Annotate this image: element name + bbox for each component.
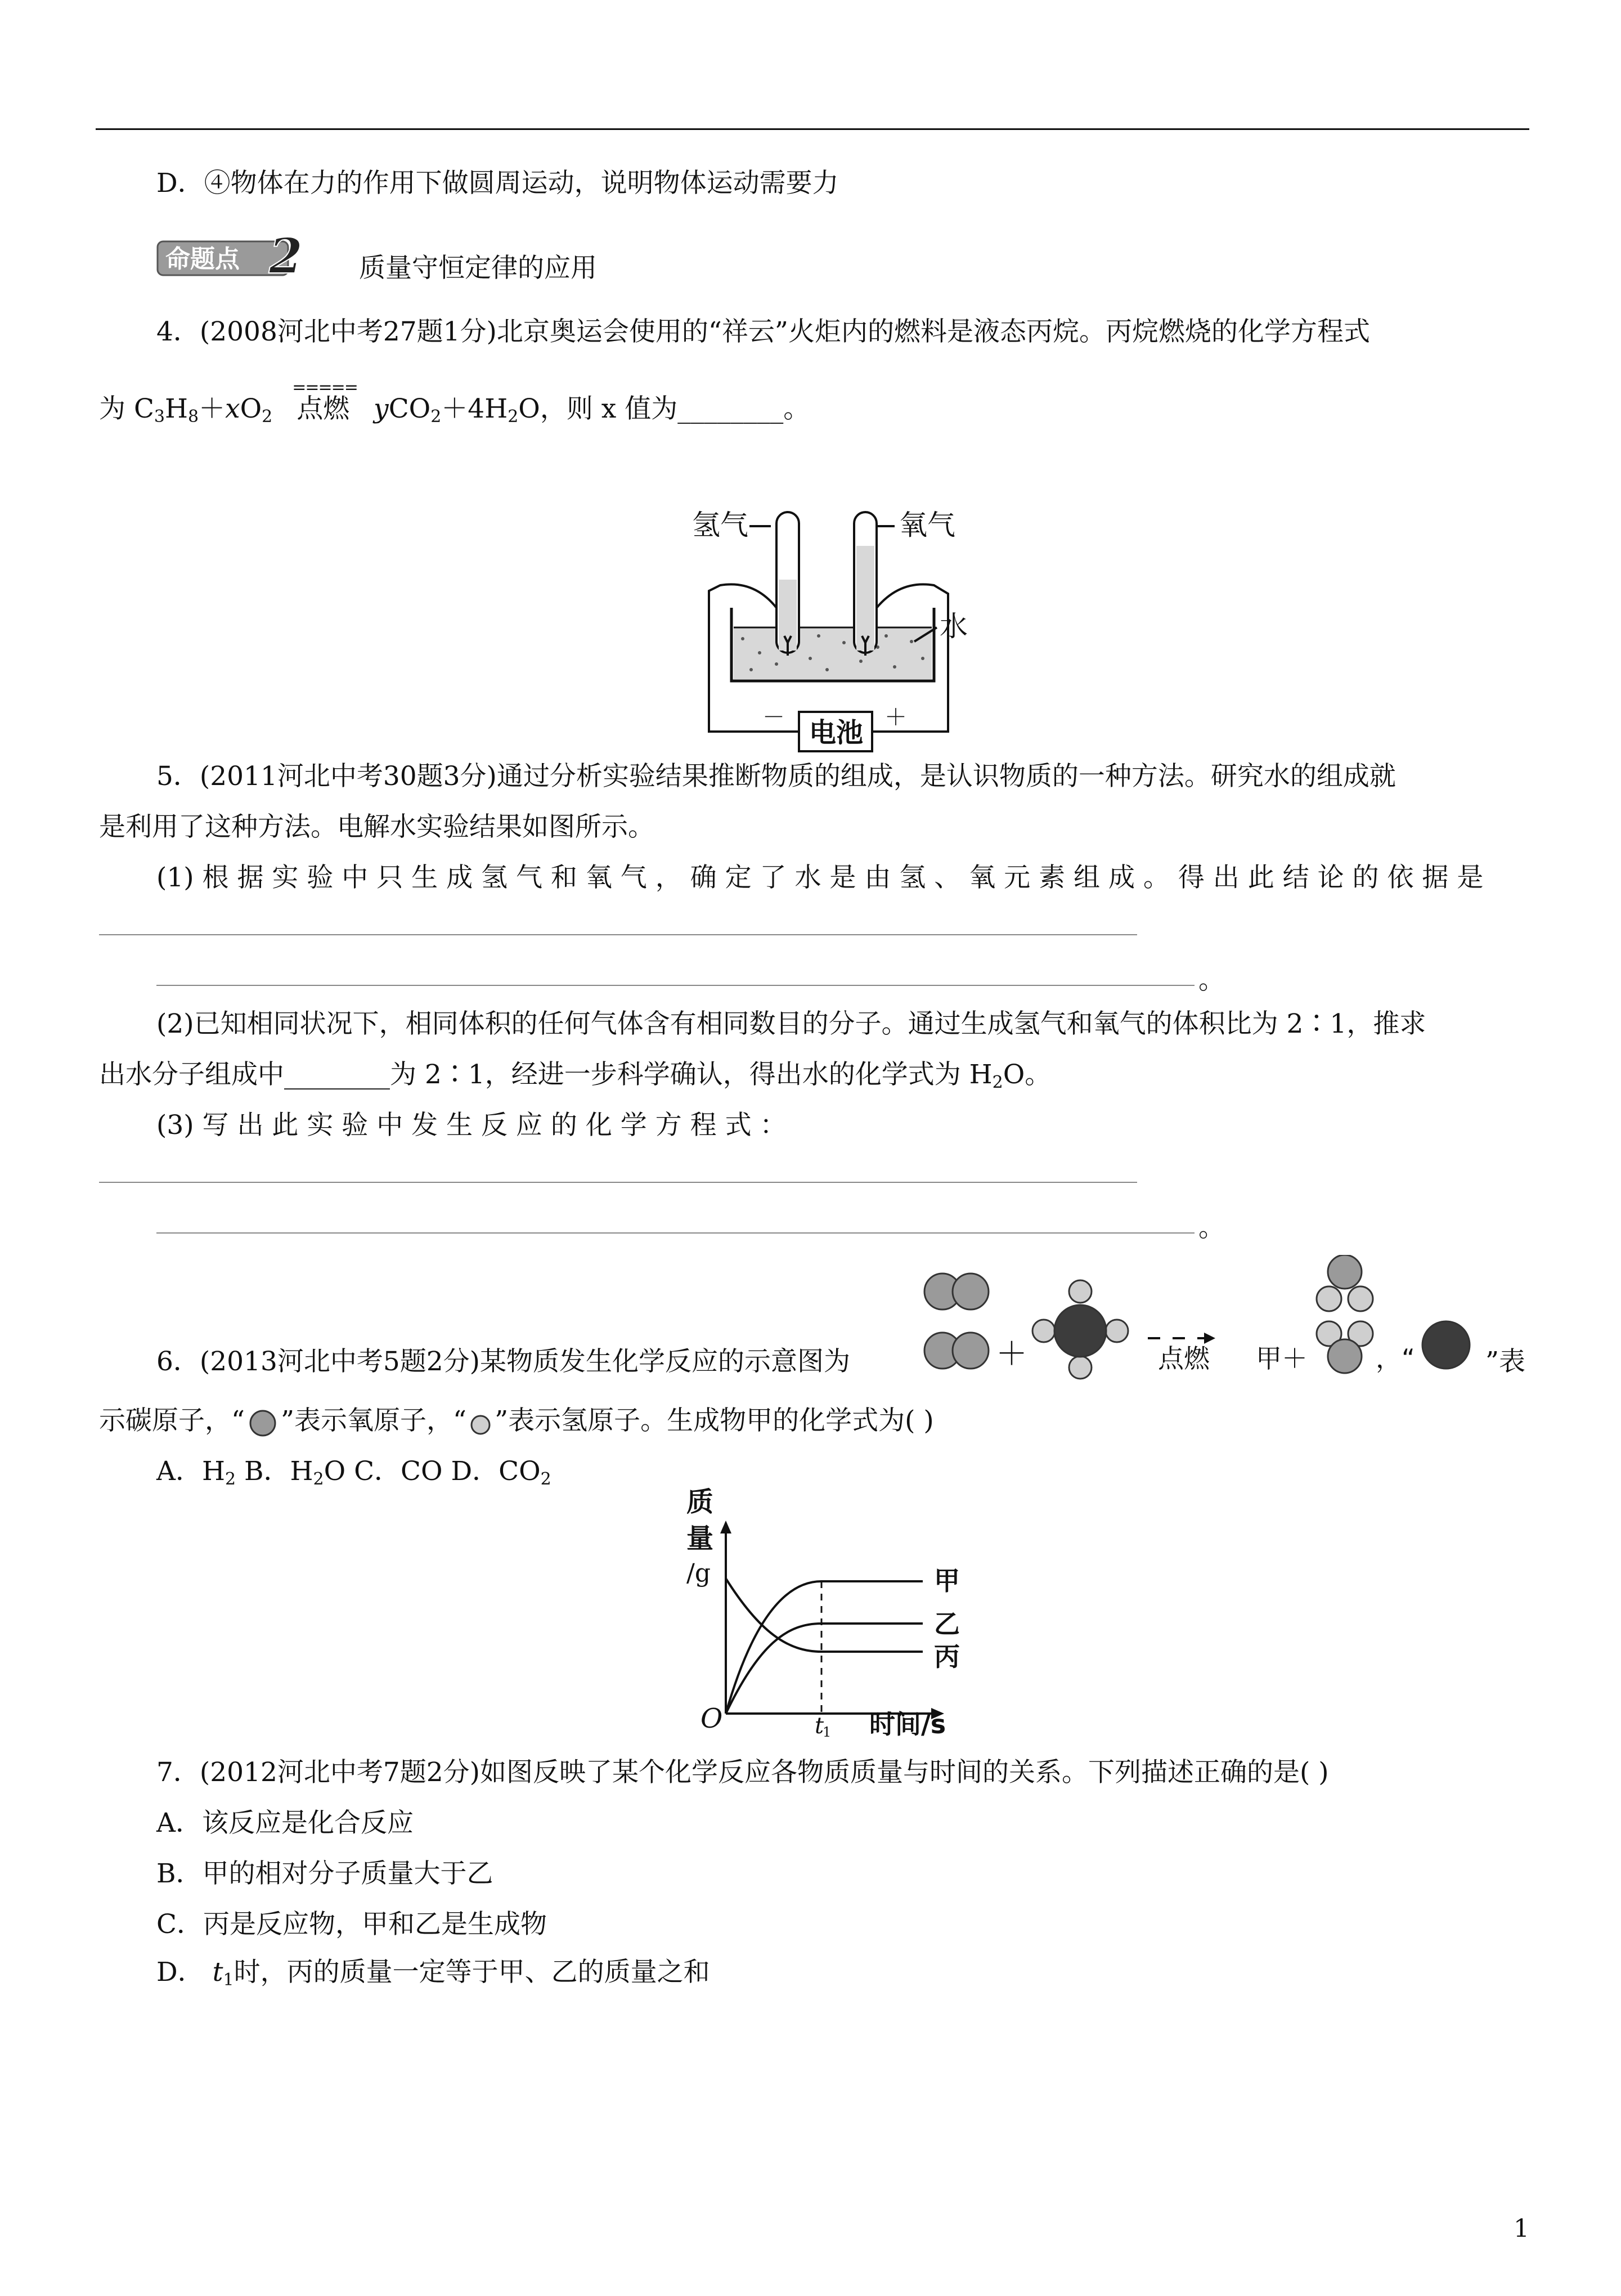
plus-sign: ＋ (996, 1336, 1027, 1373)
y-label-1: 质 (686, 1486, 714, 1518)
q3-option-d: D．④物体在力的作用下做圆周运动，说明物体运动需要力 (156, 168, 839, 199)
label-hydrogen: 氢气 (692, 509, 748, 541)
series-label-bing: 丙 (934, 1642, 960, 1672)
q7-option-c: C．丙是反应物，甲和乙是生成物 (156, 1909, 547, 1940)
oxygen-molecule-icon (924, 1273, 989, 1369)
y-label-2: 量 (686, 1523, 714, 1554)
answer-line (99, 1182, 1137, 1183)
q5-part2-line1: (2)已知相同状况下，相同体积的任何气体含有相同数目的分子。通过生成氢气和氧气的体积比为 2∶1，推求 (156, 1008, 1426, 1039)
q4-line1: 4．(2008河北中考27题1分)北京奥运会使用的“祥云”火炬内的燃料是液态丙烷。丙烷燃烧的化学方程式 (156, 316, 1370, 347)
q5-part2-line2: 出水分子组成中________为 2∶1，经进一步科学确认，得出水的化学式为 $H_2O$。 (99, 1059, 1052, 1092)
curve-bing (726, 1578, 923, 1652)
label-battery: 电池 (809, 717, 864, 748)
q5-part1: (1) 根 据 实 验 中 只 生 成 氢 气 和 氧 气 ， 确 定 了 水 是 由 氢 、 氧 元 素 组 成 。 得 出 此 结 论 的 依 据 是 (156, 862, 1484, 893)
q6-line1-tail: ”表 (1485, 1346, 1526, 1377)
section-badge (156, 234, 325, 280)
answer-line (99, 934, 1137, 935)
water-molecule-icon (1317, 1255, 1373, 1373)
series-label-yi: 乙 (934, 1609, 960, 1639)
page-number: 1 (1514, 2214, 1529, 2243)
electrolysis-apparatus-figure (686, 495, 1002, 754)
y-unit: /g (686, 1559, 711, 1588)
curve-jia (726, 1581, 923, 1714)
q5-line2: 是利用了这种方法。电解水实验结果如图所示。 (99, 811, 654, 842)
product-jia: 甲＋ (1256, 1343, 1308, 1374)
quote-open: ，“ (1376, 1343, 1415, 1374)
label-water: 水 (940, 610, 968, 643)
section-title: 质量守恒定律的应用 (359, 253, 597, 284)
q7-stem: 7．(2012河北中考7题2分)如图反映了某个化学反应各物质质量与时间的关系。下列描述正确的是( ) (156, 1757, 1329, 1788)
hydrogen-atom-icon (466, 1412, 495, 1441)
svg-text:命题点: 命题点 (165, 245, 240, 273)
label-oxygen: 氧气 (899, 509, 955, 541)
q7-option-a: A．该反应是化合反应 (156, 1808, 414, 1838)
q6-line1: 6．(2013河北中考5题2分)某物质发生化学反应的示意图为 (156, 1346, 850, 1377)
q5-line1: 5．(2011河北中考30题3分)通过分析实验结果推断物质的组成，是认识物质的一种方法。研究水的组成就 (156, 761, 1396, 792)
mass-time-graph (675, 1486, 1024, 1739)
series-label-jia: 甲 (934, 1566, 960, 1596)
reaction-diagram (923, 1255, 1485, 1401)
answer-line (156, 1232, 1195, 1234)
answer-line (156, 985, 1195, 986)
q6-line2: 示碳原子，“ ”表示氧原子，“ ”表示氢原子。生成物甲的化学式为( ) (99, 1404, 934, 1438)
reaction-condition: ===== 点燃 (292, 378, 357, 424)
q5-part1-end: 。 (1198, 965, 1225, 995)
origin-label: O (701, 1703, 723, 1734)
q4-line2: 为 $C_3H_8+xO_2$ ===== 点燃 $yCO_2+4H_2O$，则 x 值为________。 (99, 378, 810, 427)
svg-text:2: 2 (269, 234, 303, 280)
q5-part3-end: 。 (1198, 1212, 1225, 1243)
q5-part3: (3) 写 出 此 实 验 中 发 生 反 应 的 化 学 方 程 式 ： (156, 1110, 787, 1141)
methane-molecule-icon (1032, 1280, 1128, 1379)
arrow-condition: 点燃 (1158, 1343, 1210, 1374)
oxygen-atom-icon (245, 1409, 281, 1437)
carbon-atom-icon (1422, 1321, 1470, 1369)
t1-label: t (815, 1713, 824, 1739)
t1-sub: 1 (823, 1724, 832, 1739)
x-label: 时间/s (869, 1709, 946, 1739)
q7-option-b: B．甲的相对分子质量大于乙 (156, 1858, 493, 1889)
q6-options: A．$H_2$ B．$H_2O$ C．CO D．$CO_2$ (156, 1456, 551, 1489)
battery-minus: － (762, 705, 785, 730)
header-rule (96, 128, 1529, 130)
battery-plus: ＋ (884, 705, 907, 730)
q7-option-d: D． $t_1$时，丙的质量一定等于甲、乙的质量之和 (156, 1957, 710, 1990)
